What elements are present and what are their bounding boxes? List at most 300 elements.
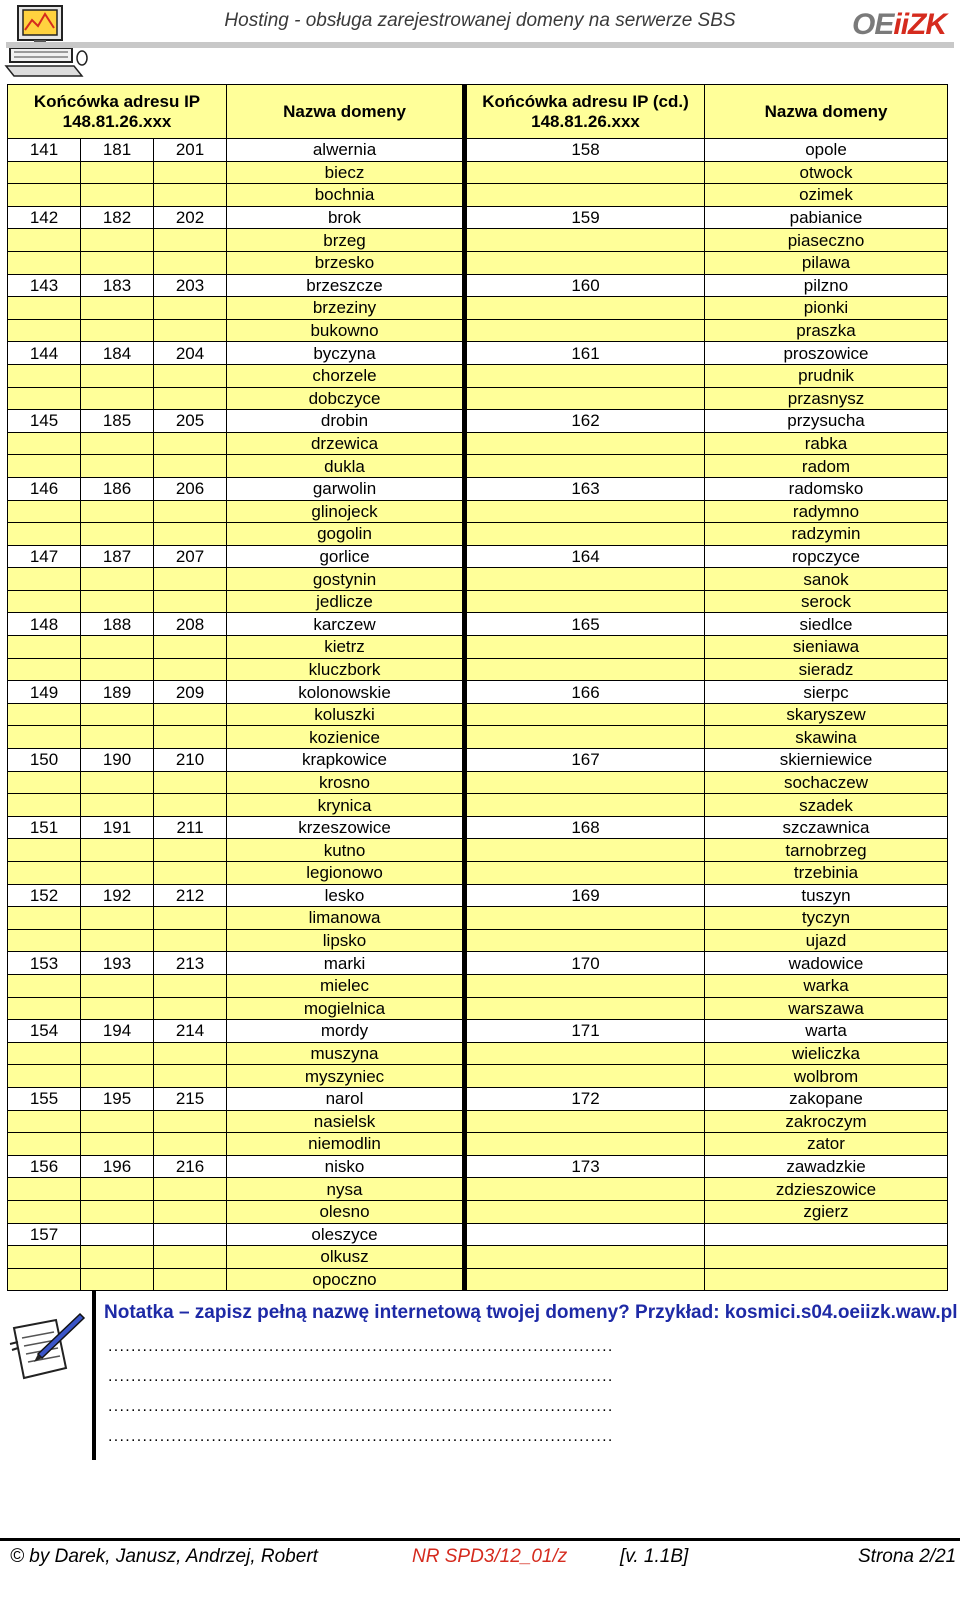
ip-left-cell: [154, 726, 227, 749]
ip-left-cell: 148: [8, 613, 81, 636]
ip-left-cell: [154, 839, 227, 862]
ip-left-cell: [8, 636, 81, 659]
ip-left-cell: [8, 974, 81, 997]
ip-left-cell: 152: [8, 884, 81, 907]
footer-doc-number: NR SPD3/12_01/z: [412, 1546, 568, 1567]
domain-right-cell: zakopane: [705, 1087, 948, 1110]
ip-left-cell: [154, 161, 227, 184]
domain-right-cell: [705, 1246, 948, 1269]
domain-right-cell: skierniewice: [705, 749, 948, 772]
domain-left-cell: opoczno: [227, 1268, 465, 1291]
domain-left-cell: legionowo: [227, 862, 465, 885]
domain-left-cell: limanowa: [227, 907, 465, 930]
domain-right-cell: siedlce: [705, 613, 948, 636]
domain-left-cell: dobczyce: [227, 387, 465, 410]
ip-left-cell: [8, 297, 81, 320]
table-row: [8, 816, 948, 839]
domain-left-cell: brzeg: [227, 229, 465, 252]
ip-left-cell: [154, 319, 227, 342]
domain-left-cell: glinojeck: [227, 500, 465, 523]
ip-left-cell: [8, 794, 81, 817]
ip-left-cell: [154, 297, 227, 320]
ip-left-cell: 195: [81, 1087, 154, 1110]
table-row: [8, 839, 948, 862]
ip-left-cell: [154, 771, 227, 794]
table-row: [8, 749, 948, 772]
ip-right-cell: [465, 184, 705, 207]
ip-left-cell: [154, 929, 227, 952]
domain-left-cell: dukla: [227, 455, 465, 478]
domain-right-cell: tyczyn: [705, 907, 948, 930]
ip-left-cell: [154, 703, 227, 726]
table-row: [8, 1223, 948, 1246]
ip-left-cell: [81, 568, 154, 591]
ip-left-cell: [154, 794, 227, 817]
table-row: [8, 523, 948, 546]
ip-left-cell: [8, 997, 81, 1020]
table-row: [8, 997, 948, 1020]
ip-right-cell: 160: [465, 274, 705, 297]
ip-left-cell: [154, 364, 227, 387]
table-row: [8, 387, 948, 410]
domain-right-cell: opole: [705, 139, 948, 162]
ip-right-cell: [465, 839, 705, 862]
domain-right-cell: warka: [705, 974, 948, 997]
ip-left-cell: [154, 1178, 227, 1201]
ip-right-cell: 164: [465, 545, 705, 568]
domain-right-cell: serock: [705, 590, 948, 613]
domain-left-cell: drzewica: [227, 432, 465, 455]
ip-left-cell: [154, 184, 227, 207]
ip-right-cell: [465, 1178, 705, 1201]
domain-left-cell: krapkowice: [227, 749, 465, 772]
ip-left-cell: 194: [81, 1020, 154, 1043]
table-header-row: [8, 85, 948, 139]
domain-left-cell: nasielsk: [227, 1110, 465, 1133]
ip-left-cell: [8, 862, 81, 885]
ip-left-cell: [81, 839, 154, 862]
ip-right-cell: [465, 500, 705, 523]
ip-left-cell: [154, 229, 227, 252]
domain-right-cell: radymno: [705, 500, 948, 523]
ip-left-cell: [154, 974, 227, 997]
table-row: [8, 364, 948, 387]
ip-left-cell: 208: [154, 613, 227, 636]
table-row: [8, 342, 948, 365]
ip-left-cell: [8, 229, 81, 252]
ip-left-cell: 186: [81, 477, 154, 500]
ip-left-cell: [8, 907, 81, 930]
ip-right-cell: 163: [465, 477, 705, 500]
table-row: [8, 929, 948, 952]
ip-left-cell: 145: [8, 410, 81, 433]
ip-left-cell: [81, 455, 154, 478]
domain-right-cell: wieliczka: [705, 1042, 948, 1065]
table-row: [8, 274, 948, 297]
ip-left-cell: 150: [8, 749, 81, 772]
ip-left-cell: [8, 1246, 81, 1269]
footer-rule: [0, 1538, 960, 1541]
ip-left-cell: [81, 1178, 154, 1201]
domain-left-cell: gostynin: [227, 568, 465, 591]
ip-right-cell: 166: [465, 681, 705, 704]
footer-page-number: Strona 2/21: [858, 1546, 957, 1567]
ip-left-cell: [8, 658, 81, 681]
ip-left-cell: [81, 726, 154, 749]
ip-left-cell: [81, 364, 154, 387]
ip-left-cell: [8, 1110, 81, 1133]
ip-left-cell: [8, 1178, 81, 1201]
ip-left-cell: [154, 387, 227, 410]
domain-left-cell: brok: [227, 206, 465, 229]
ip-left-cell: 146: [8, 477, 81, 500]
ip-left-cell: [81, 1110, 154, 1133]
domain-right-cell: [705, 1268, 948, 1291]
ip-left-cell: [8, 455, 81, 478]
ip-left-cell: [154, 500, 227, 523]
domain-left-cell: gorlice: [227, 545, 465, 568]
ip-left-cell: 156: [8, 1155, 81, 1178]
ip-left-cell: 147: [8, 545, 81, 568]
ip-left-cell: 184: [81, 342, 154, 365]
ip-left-cell: [8, 500, 81, 523]
ip-left-cell: [81, 636, 154, 659]
note-pen-icon: [8, 1308, 86, 1386]
ip-left-cell: [8, 703, 81, 726]
ip-left-cell: [81, 297, 154, 320]
domain-left-cell: olesno: [227, 1200, 465, 1223]
oeiizk-logo: [852, 8, 946, 42]
ip-left-cell: [81, 1246, 154, 1269]
ip-left-cell: [154, 523, 227, 546]
table-row: [8, 726, 948, 749]
domain-left-cell: jedlicze: [227, 590, 465, 613]
domain-right-cell: zakroczym: [705, 1110, 948, 1133]
table-row: [8, 658, 948, 681]
ip-right-cell: 161: [465, 342, 705, 365]
ip-left-cell: [154, 1223, 227, 1246]
table-row: [8, 1155, 948, 1178]
domain-right-cell: prudnik: [705, 364, 948, 387]
domain-right-cell: warta: [705, 1020, 948, 1043]
domain-left-cell: kozienice: [227, 726, 465, 749]
ip-left-cell: 141: [8, 139, 81, 162]
domain-right-cell: wolbrom: [705, 1065, 948, 1088]
ip-right-cell: [465, 974, 705, 997]
domain-table: [7, 84, 948, 1291]
ip-left-cell: [81, 997, 154, 1020]
ip-left-cell: 144: [8, 342, 81, 365]
domain-right-cell: sieradz: [705, 658, 948, 681]
domain-left-cell: gogolin: [227, 523, 465, 546]
footer-version: [v. 1.1B]: [620, 1546, 689, 1567]
ip-left-cell: [81, 974, 154, 997]
domain-left-cell: nysa: [227, 1178, 465, 1201]
ip-left-cell: [8, 726, 81, 749]
ip-right-cell: [465, 771, 705, 794]
ip-left-cell: [154, 432, 227, 455]
table-row: [8, 1268, 948, 1291]
ip-right-cell: [465, 1246, 705, 1269]
ip-left-cell: 215: [154, 1087, 227, 1110]
ip-left-cell: 157: [8, 1223, 81, 1246]
page-title: Hosting - obsługa zarejestrowanej domeny na serwerze SBS: [224, 10, 736, 31]
ip-right-cell: 162: [465, 410, 705, 433]
ip-left-cell: 203: [154, 274, 227, 297]
table-row: [8, 590, 948, 613]
logo-text-b: iiZK: [893, 8, 947, 41]
ip-left-cell: 207: [154, 545, 227, 568]
ip-right-cell: [465, 726, 705, 749]
table-row: [8, 636, 948, 659]
ip-right-cell: [465, 568, 705, 591]
ip-right-cell: 165: [465, 613, 705, 636]
ip-right-cell: [465, 907, 705, 930]
ip-left-cell: [154, 997, 227, 1020]
ip-left-cell: [8, 590, 81, 613]
header-ip-right: Końcówka adresu IP (cd.) 148.81.26.xxx: [465, 85, 705, 139]
domain-left-cell: krynica: [227, 794, 465, 817]
ip-right-cell: [465, 229, 705, 252]
domain-left-cell: mordy: [227, 1020, 465, 1043]
ip-left-cell: [81, 1223, 154, 1246]
ip-left-cell: [154, 1246, 227, 1269]
ip-right-cell: [465, 455, 705, 478]
ip-left-cell: [8, 1200, 81, 1223]
ip-left-cell: [8, 839, 81, 862]
ip-left-cell: 151: [8, 816, 81, 839]
ip-left-cell: 189: [81, 681, 154, 704]
header-ip-left: Końcówka adresu IP 148.81.26.xxx: [8, 85, 227, 139]
domain-right-cell: pilzno: [705, 274, 948, 297]
domain-left-cell: koluszki: [227, 703, 465, 726]
ip-right-cell: [465, 297, 705, 320]
ip-left-cell: 154: [8, 1020, 81, 1043]
ip-right-cell: [465, 590, 705, 613]
header-rule: [6, 42, 954, 48]
domain-right-cell: radomsko: [705, 477, 948, 500]
table-row: [8, 907, 948, 930]
domain-left-cell: oleszyce: [227, 1223, 465, 1246]
domain-left-cell: lesko: [227, 884, 465, 907]
ip-left-cell: 188: [81, 613, 154, 636]
ip-left-cell: [154, 1200, 227, 1223]
ip-left-cell: [8, 319, 81, 342]
ip-left-cell: [154, 1110, 227, 1133]
ip-left-cell: [81, 387, 154, 410]
table-row: [8, 952, 948, 975]
ip-left-cell: [81, 703, 154, 726]
ip-left-cell: [81, 907, 154, 930]
ip-left-cell: [8, 387, 81, 410]
domain-left-cell: krzeszowice: [227, 816, 465, 839]
domain-right-cell: trzebinia: [705, 862, 948, 885]
ip-left-cell: [154, 455, 227, 478]
ip-right-cell: [465, 794, 705, 817]
table-row: [8, 184, 948, 207]
table-row: [8, 1133, 948, 1156]
ip-left-cell: [154, 251, 227, 274]
table-row: [8, 500, 948, 523]
ip-left-cell: [154, 1268, 227, 1291]
domain-left-cell: garwolin: [227, 477, 465, 500]
domain-left-cell: krosno: [227, 771, 465, 794]
ip-left-cell: 196: [81, 1155, 154, 1178]
ip-left-cell: [8, 1268, 81, 1291]
domain-right-cell: zgierz: [705, 1200, 948, 1223]
domain-right-cell: sochaczew: [705, 771, 948, 794]
ip-right-cell: [465, 636, 705, 659]
ip-left-cell: [154, 862, 227, 885]
table-row: [8, 1110, 948, 1133]
table-row: [8, 681, 948, 704]
domain-left-cell: muszyna: [227, 1042, 465, 1065]
ip-left-cell: 181: [81, 139, 154, 162]
domain-right-cell: zator: [705, 1133, 948, 1156]
ip-left-cell: [81, 1268, 154, 1291]
ip-right-cell: [465, 1065, 705, 1088]
ip-left-cell: 155: [8, 1087, 81, 1110]
domain-right-cell: zdzieszowice: [705, 1178, 948, 1201]
domain-right-cell: pabianice: [705, 206, 948, 229]
table-row: [8, 477, 948, 500]
ip-right-cell: 168: [465, 816, 705, 839]
ip-left-cell: 149: [8, 681, 81, 704]
domain-right-cell: tuszyn: [705, 884, 948, 907]
domain-right-cell: radzymin: [705, 523, 948, 546]
ip-left-cell: 202: [154, 206, 227, 229]
ip-left-cell: [154, 590, 227, 613]
domain-left-cell: bukowno: [227, 319, 465, 342]
ip-left-cell: [81, 590, 154, 613]
domain-right-cell: praszka: [705, 319, 948, 342]
table-row: [8, 703, 948, 726]
table-row: [8, 297, 948, 320]
ip-left-cell: [154, 1065, 227, 1088]
domain-right-cell: radom: [705, 455, 948, 478]
ip-left-cell: [81, 432, 154, 455]
ip-right-cell: [465, 997, 705, 1020]
domain-left-cell: karczew: [227, 613, 465, 636]
domain-right-cell: szczawnica: [705, 816, 948, 839]
ip-left-cell: [8, 1133, 81, 1156]
domain-left-cell: mogielnica: [227, 997, 465, 1020]
ip-right-cell: 171: [465, 1020, 705, 1043]
ip-right-cell: [465, 387, 705, 410]
ip-left-cell: [154, 658, 227, 681]
header-domain-right: Nazwa domeny: [705, 85, 948, 139]
ip-left-cell: [8, 251, 81, 274]
ip-right-cell: [465, 703, 705, 726]
ip-left-cell: 213: [154, 952, 227, 975]
ip-left-cell: [154, 636, 227, 659]
ip-left-cell: [81, 184, 154, 207]
table-row: [8, 974, 948, 997]
domain-right-cell: wadowice: [705, 952, 948, 975]
domain-right-cell: skaryszew: [705, 703, 948, 726]
ip-left-cell: [8, 161, 81, 184]
domain-left-cell: kietrz: [227, 636, 465, 659]
domain-right-cell: ropczyce: [705, 545, 948, 568]
note-bar: [92, 1290, 96, 1460]
ip-right-cell: [465, 364, 705, 387]
table-row: [8, 319, 948, 342]
domain-left-cell: olkusz: [227, 1246, 465, 1269]
footer-authors: © by Darek, Janusz, Andrzej, Robert: [10, 1546, 318, 1567]
domain-left-cell: byczyna: [227, 342, 465, 365]
ip-right-cell: 170: [465, 952, 705, 975]
domain-right-cell: ozimek: [705, 184, 948, 207]
domain-left-cell: lipsko: [227, 929, 465, 952]
ip-right-cell: 158: [465, 139, 705, 162]
ip-left-cell: 192: [81, 884, 154, 907]
ip-right-cell: [465, 1133, 705, 1156]
ip-left-cell: [8, 523, 81, 546]
table-row: [8, 862, 948, 885]
domain-left-cell: nisko: [227, 1155, 465, 1178]
domain-left-cell: narol: [227, 1087, 465, 1110]
ip-left-cell: [8, 568, 81, 591]
ip-right-cell: [465, 1042, 705, 1065]
domain-left-cell: alwernia: [227, 139, 465, 162]
ip-right-cell: [465, 432, 705, 455]
ip-left-cell: [154, 1133, 227, 1156]
domain-left-cell: biecz: [227, 161, 465, 184]
ip-left-cell: [81, 1065, 154, 1088]
table-row: [8, 432, 948, 455]
domain-right-cell: ujazd: [705, 929, 948, 952]
ip-left-cell: [81, 929, 154, 952]
ip-right-cell: 172: [465, 1087, 705, 1110]
table-row: [8, 229, 948, 252]
ip-right-cell: [465, 251, 705, 274]
table-row: [8, 1087, 948, 1110]
ip-left-cell: [81, 1133, 154, 1156]
ip-right-cell: [465, 1223, 705, 1246]
ip-right-cell: 167: [465, 749, 705, 772]
domain-right-cell: rabka: [705, 432, 948, 455]
domain-left-cell: mielec: [227, 974, 465, 997]
ip-left-cell: [81, 161, 154, 184]
domain-right-cell: sanok: [705, 568, 948, 591]
domain-left-cell: chorzele: [227, 364, 465, 387]
ip-left-cell: [8, 1042, 81, 1065]
domain-right-cell: warszawa: [705, 997, 948, 1020]
table-body: [8, 139, 948, 1291]
dotted-line-1: ........................................................................................: [108, 1338, 614, 1355]
domain-left-cell: brzesko: [227, 251, 465, 274]
dotted-line-3: ........................................................................................: [108, 1398, 614, 1415]
ip-right-cell: [465, 161, 705, 184]
table-row: [8, 613, 948, 636]
ip-left-cell: 211: [154, 816, 227, 839]
domain-left-cell: drobin: [227, 410, 465, 433]
ip-right-cell: [465, 929, 705, 952]
ip-right-cell: 159: [465, 206, 705, 229]
domain-left-cell: niemodlin: [227, 1133, 465, 1156]
domain-right-cell: skawina: [705, 726, 948, 749]
table-row: [8, 206, 948, 229]
ip-left-cell: 201: [154, 139, 227, 162]
domain-right-cell: [705, 1223, 948, 1246]
table-row: [8, 1020, 948, 1043]
ip-left-cell: [81, 794, 154, 817]
ip-left-cell: 190: [81, 749, 154, 772]
ip-left-cell: [154, 568, 227, 591]
note-text: Notatka – zapisz pełną nazwę internetową twojej domeny? Przykład: kosmici.s04.oeiizk.waw.pl: [104, 1302, 958, 1323]
ip-left-cell: [81, 862, 154, 885]
ip-left-cell: 182: [81, 206, 154, 229]
